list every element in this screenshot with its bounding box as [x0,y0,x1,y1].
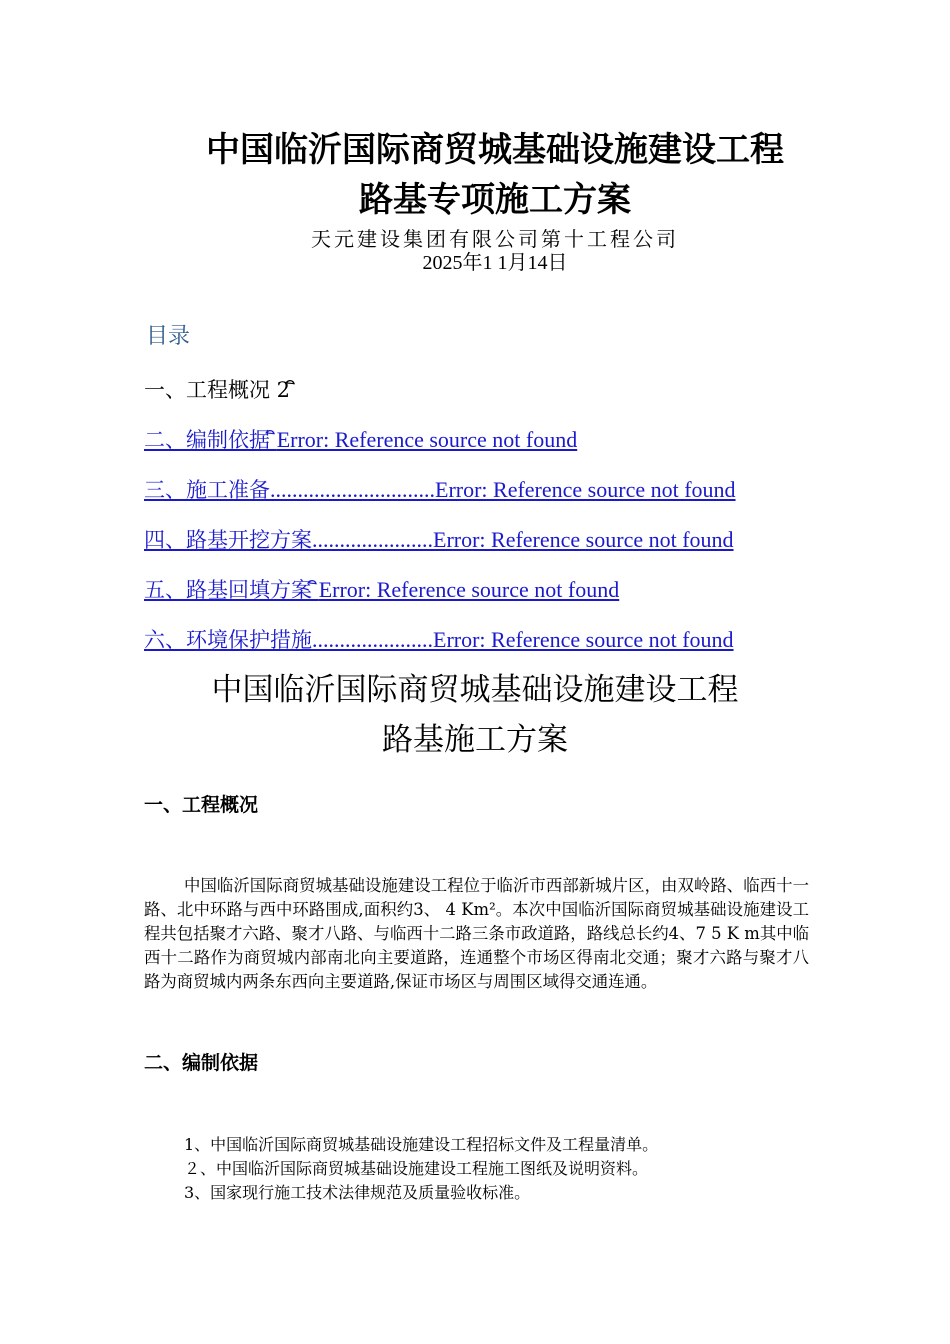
toc-item-leader: .............................. [270,477,435,502]
toc-item-basis[interactable] [144,426,577,454]
toc-heading: 目录 [146,324,191,349]
cover-title-line2: 路基专项施工方案 [359,180,631,220]
section-heading-basis: 二、编制依据 [144,1052,259,1074]
toc-item-leader: ...................... [312,627,433,652]
toc-item-backfill[interactable] [144,576,619,604]
toc-item-excavation[interactable] [144,526,734,554]
toc-item-preparation[interactable] [144,476,736,504]
toc-item-ref: Error: Reference source not found [276,427,578,452]
toc-item-leader [270,428,277,452]
toc-item-ref: Error: Reference source not found [433,527,734,552]
toc-item-overview[interactable] [144,376,297,404]
toc-item-ref: Error: Reference source not found [433,627,734,652]
basis-item-3: 3、国家现行施工技术法律规范及质量验收标准。 [184,1183,531,1202]
toc-item-label: 二、编制依据 [144,428,270,452]
overview-paragraph: 中国临沂国际商贸城基础设施建设工程位于临沂市西部新城片区，由双岭路、临西十一路、北中环路与西中环路围成,面积约3、 4 Km²。本次中国临沂国际商贸城基础设施建设工程共包括聚才六路、聚才八路、与临西十二路三条市政道路，路线总长约4、7 5 K m其中临西十二路作为商贸城内部南北向主要道路，连通整个市场区得南北交通；聚才六路与聚才八路为商贸城内两条东西向主要道路,保证市场区与周围区域得交通连通。 [144,876,809,991]
cover-date: 2025年1 1月14日 [422,252,568,274]
toc-item-label: 五、路基回填方案 [144,578,312,602]
toc-item-label: 六、环境保护措施 [144,628,312,652]
toc-item-environment[interactable] [144,626,734,654]
toc-item-leader [312,578,319,602]
toc-item-label: 三、施工准备 [144,478,270,502]
toc-item-label: 一、工程概况 [144,378,270,402]
company-name: 天元建设集团有限公司第十工程公司 [311,227,679,251]
toc-item-label: 四、路基开挖方案 [144,528,312,552]
cover-title-line1: 中国临沂国际商贸城基础设施建设工程 [206,130,784,170]
toc-item-ref: Error: Reference source not found [318,577,620,602]
toc-item-leader: 2 [270,378,291,402]
basis-item-1: 1、中国临沂国际商贸城基础设施建设工程招标文件及工程量清单。 [184,1135,659,1154]
document-title-line1: 中国临沂国际商贸城基础设施建设工程 [211,672,739,708]
section-heading-overview: 一、工程概况 [144,794,259,816]
toc-item-leader: ...................... [312,527,433,552]
toc-item-ref: Error: Reference source not found [435,477,736,502]
basis-item-2: ２、中国临沂国际商贸城基础设施建设工程施工图纸及说明资料。 [184,1159,649,1178]
document-title-line2: 路基施工方案 [382,722,568,758]
